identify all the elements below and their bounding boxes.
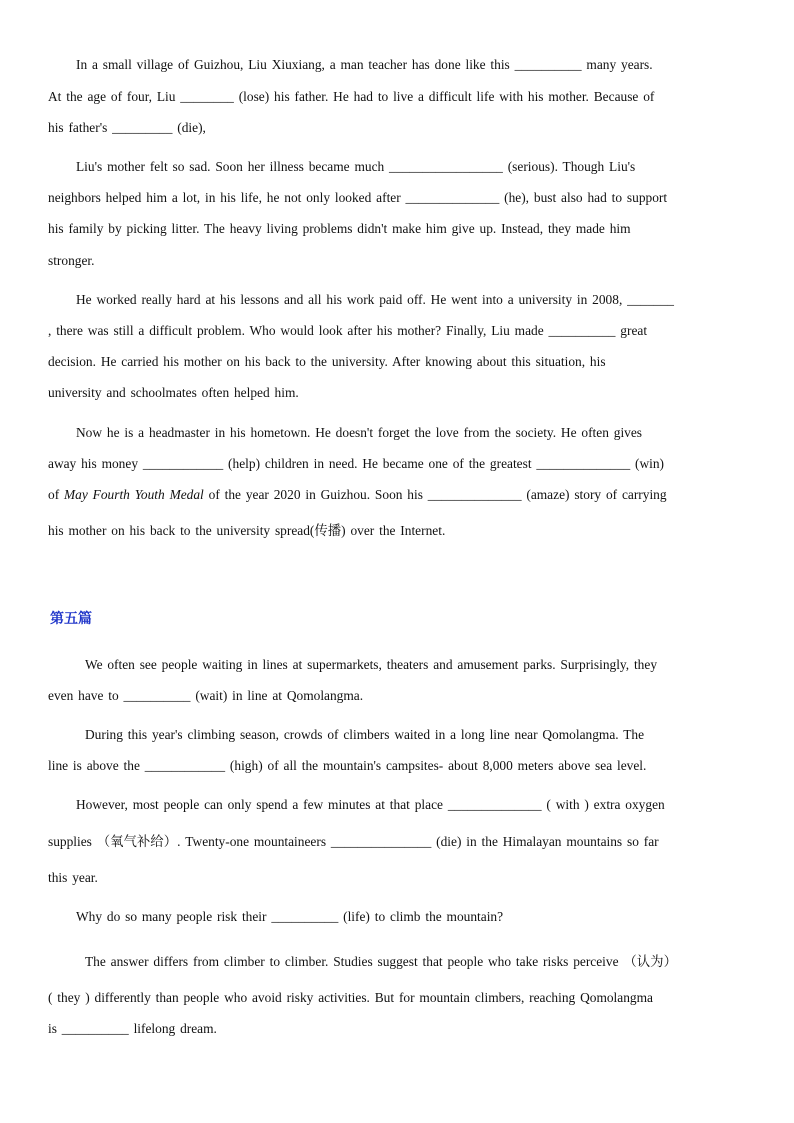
section-heading: 第五篇 — [50, 611, 92, 627]
passage4-p3-line1: He worked really hard at his lessons and all his work paid off. He went into a university in 2008, _______ — [76, 292, 675, 307]
passage4-p4-line4: his mother on his back to the university spread(传播) over the Internet. — [48, 523, 446, 538]
line3-after: of the year 2020 in Guizhou. Soon his ______________ (amaze) story of carrying — [203, 487, 667, 502]
passage5-p3-line1: However, most people can only spend a few minutes at that place ______________ ( with ) extra oxygen — [76, 797, 665, 812]
passage5-p5-line2: ( they ) differently than people who avoid risky activities. But for mountain climbers, reaching Qomolangma — [48, 990, 653, 1005]
passage5-p2-line2: line is above the ____________ (high) of all the mountain's campsites- about 8,000 meters above sea level. — [48, 758, 647, 773]
passage5-p4: Why do so many people risk their __________ (life) to climb the mountain? — [76, 909, 504, 924]
passage4-p4-line2: away his money ____________ (help) children in need. He became one of the greatest ______________ (win) — [48, 456, 664, 471]
passage4-p2-line3: his family by picking litter. The heavy living problems didn't make him give up. Instead, they made him — [48, 221, 631, 236]
passage4-p2-line1: Liu's mother felt so sad. Soon her illness became much _________________ (serious). Though Liu's — [76, 159, 636, 174]
passage4-p1-line1: In a small village of Guizhou, Liu Xiuxiang, a man teacher has done like this __________ many years. — [76, 57, 653, 72]
passage5-p1-line2: even have to __________ (wait) in line at Qomolangma. — [48, 688, 364, 703]
passage4-p1-line2: At the age of four, Liu ________ (lose) his father. He had to live a difficult life with his mother. Because of — [48, 89, 655, 104]
passage5-p1-line1: We often see people waiting in lines at supermarkets, theaters and amusement parks. Surprisingly, they — [85, 657, 658, 672]
passage4-p4-line1: Now he is a headmaster in his hometown. He doesn't forget the love from the society. He often gives — [76, 425, 643, 440]
passage5-p5-line3: is __________ lifelong dream. — [48, 1021, 217, 1036]
passage4-p4-line3 — [48, 486, 748, 504]
passage4-p3-line3: decision. He carried his mother on his back to the university. After knowing about this situation, his — [48, 354, 606, 369]
passage4-p2-line2: neighbors helped him a lot, in his life, he not only looked after ______________ (he), bust also had to support — [48, 190, 668, 205]
line3-before: of — [48, 487, 65, 502]
passage5-p2-line1: During this year's climbing season, crowds of climbers waited in a long line near Qomolangma. The — [85, 727, 645, 742]
medal-title: May Fourth Youth Medal — [64, 487, 204, 502]
passage5-p3-line3: this year. — [48, 870, 98, 885]
passage4-p2-line4: stronger. — [48, 253, 95, 268]
passage4-p3-line2: , there was still a difficult problem. Who would look after his mother? Finally, Liu made __________ great — [48, 323, 648, 338]
passage4-p1-line3: his father's _________ (die), — [48, 120, 206, 135]
passage5-p5-line1: The answer differs from climber to climber. Studies suggest that people who take risks perceive （认为） — [85, 954, 677, 969]
passage4-p3-line4: university and schoolmates often helped him. — [48, 385, 299, 400]
passage5-p3-line2: supplies （氧气补给）. Twenty-one mountaineers _______________ (die) in the Himalayan mountains so far — [48, 834, 659, 849]
